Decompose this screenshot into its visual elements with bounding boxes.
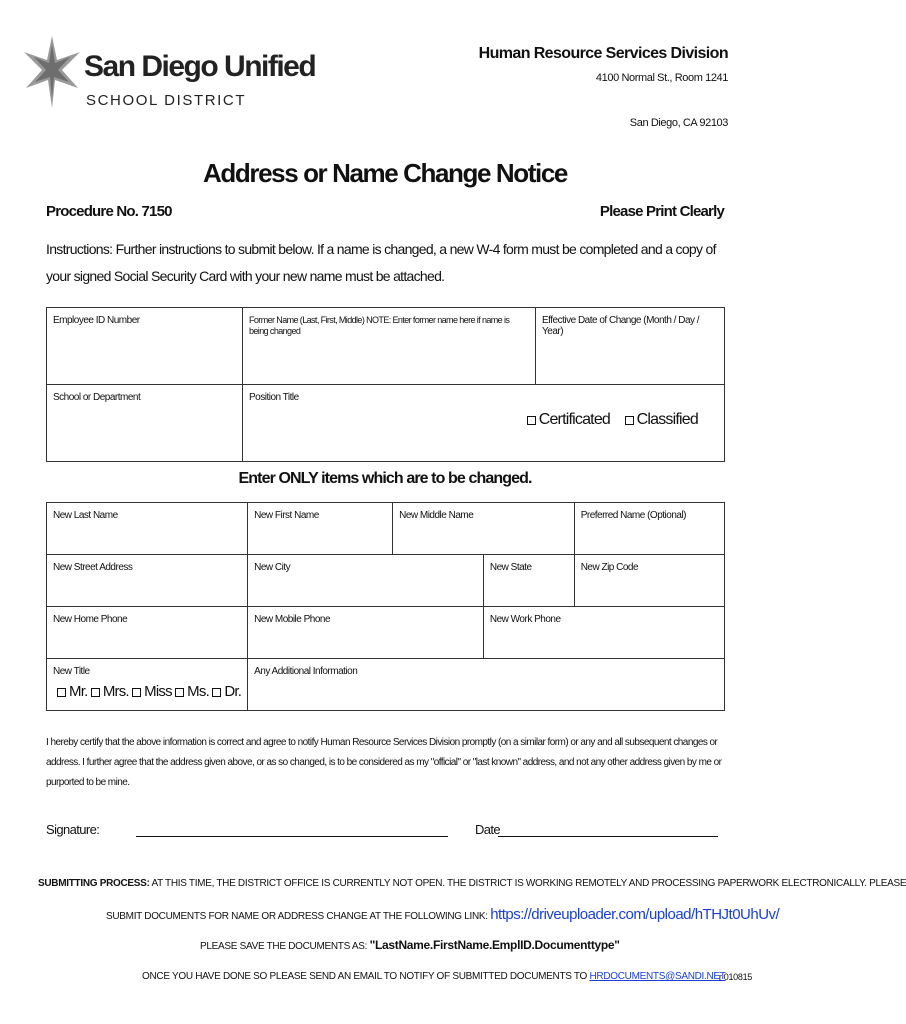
new-state-label: New State [489, 562, 532, 573]
additional-info-label: Any Additional Information [254, 666, 358, 677]
classified-label: Classified [636, 411, 698, 428]
submitting-text-3: PLEASE SAVE THE DOCUMENTS AS: [200, 941, 370, 952]
division-street: 4100 Normal St., Room 1241 [595, 72, 728, 84]
upload-link[interactable]: https://driveuploader.com/upload/hTHJt0UhUv/ [490, 906, 780, 923]
classified-checkbox[interactable] [625, 411, 698, 428]
title-mr-label: Mr. [69, 683, 88, 700]
new-work-phone-label: New Work Phone [489, 614, 561, 625]
employee-info-table [46, 307, 725, 462]
checkbox-icon [527, 416, 536, 425]
new-middle-name-field[interactable] [393, 503, 575, 555]
effective-date-field[interactable] [536, 308, 725, 385]
submitting-line-2 [106, 906, 779, 923]
new-street-field[interactable] [47, 555, 248, 607]
org-name: San Diego Unified [84, 50, 316, 83]
new-home-phone-field[interactable] [47, 607, 248, 659]
new-home-phone-label: New Home Phone [53, 614, 128, 625]
submitting-label: SUBMITTING PROCESS: [38, 878, 150, 889]
effective-date-label: Effective Date of Change (Month / Day / Year) [542, 315, 700, 337]
title-dr-checkbox[interactable] [212, 683, 241, 700]
form-title: Address or Name Change Notice [203, 158, 567, 188]
title-mr-checkbox[interactable] [57, 683, 87, 700]
new-first-name-label: New First Name [254, 510, 319, 521]
division-city: San Diego, CA 92103 [629, 117, 728, 129]
new-mobile-phone-label: New Mobile Phone [254, 614, 331, 625]
submitting-line-4 [142, 971, 726, 982]
new-middle-name-label: New Middle Name [399, 510, 474, 521]
certificated-checkbox[interactable] [527, 411, 610, 428]
checkbox-icon [175, 688, 184, 697]
new-city-field[interactable] [248, 555, 484, 607]
division-name: Human Resource Services Division [478, 45, 728, 62]
title-mrs-label: Mrs. [102, 683, 129, 700]
submitting-text-1: AT THIS TIME, THE DISTRICT OFFICE IS CURRENTLY NOT OPEN. THE DISTRICT IS WORKING REMOTELY AND PROCESSING PAPERWORK ELECTRONICALLY. PLEASE [149, 878, 906, 889]
checkbox-icon [132, 688, 141, 697]
certificated-label: Certificated [538, 411, 611, 428]
submitting-line-3 [200, 938, 620, 952]
date-label: Date [475, 822, 501, 837]
org-subtitle: SCHOOL DISTRICT [86, 92, 247, 109]
preferred-name-label: Preferred Name (Optional) [580, 510, 687, 521]
title-mrs-checkbox[interactable] [91, 683, 129, 700]
signature-label: Signature: [46, 822, 100, 837]
checkbox-icon [91, 688, 100, 697]
new-zip-label: New Zip Code [580, 562, 639, 573]
title-ms-checkbox[interactable] [175, 683, 209, 700]
former-name-label: Former Name (Last, First, Middle) NOTE: Enter former name here if name is being changed [249, 315, 510, 336]
new-first-name-field[interactable] [248, 503, 393, 555]
title-miss-checkbox[interactable] [132, 683, 172, 700]
new-title-label: New Title [53, 666, 90, 677]
signature-line[interactable] [136, 836, 448, 837]
revision-code: r 010815 [718, 972, 752, 982]
enter-only-heading: Enter ONLY items which are to be changed. [238, 470, 532, 487]
submitting-text-2: SUBMIT DOCUMENTS FOR NAME OR ADDRESS CHANGE AT THE FOLLOWING LINK: [106, 911, 491, 922]
new-title-field [47, 659, 248, 711]
employee-id-label: Employee ID Number [53, 315, 140, 326]
print-clearly-note: Please Print Clearly [599, 203, 724, 220]
school-department-field[interactable] [47, 385, 243, 462]
new-last-name-field[interactable] [47, 503, 248, 555]
district-star-logo [24, 36, 80, 108]
title-miss-label: Miss [144, 683, 172, 700]
additional-info-field[interactable] [248, 659, 725, 711]
procedure-number: Procedure No. 7150 [46, 203, 172, 220]
former-name-field[interactable] [243, 308, 536, 385]
hr-email-link[interactable]: HRDOCUMENTS@SANDI.NET [589, 971, 726, 982]
new-zip-field[interactable] [574, 555, 724, 607]
date-line[interactable] [498, 836, 718, 837]
instructions: Instructions: Further instructions to submit below. If a name is changed, a new W-4 form must be completed and a copy of your signed Social Security Card with your new name must be attached. [46, 241, 716, 284]
new-street-label: New Street Address [53, 562, 133, 573]
position-title-label: Position Title [249, 392, 299, 403]
employee-id-field[interactable] [47, 308, 243, 385]
certification-statement: I hereby certify that the above information is correct and agree to notify Human Resource Services Division promptly (on a similar form) or any and all subsequent changes or address. I further agree that the address given above, or as so changed, is to be considered as my "official" or "last known" address, and not any other address given by me or purported to be mine. [46, 737, 722, 788]
title-ms-label: Ms. [187, 683, 209, 700]
preferred-name-field[interactable] [574, 503, 724, 555]
changes-table [46, 502, 725, 711]
checkbox-icon [625, 416, 634, 425]
new-mobile-phone-field[interactable] [248, 607, 484, 659]
submitting-text-4: ONCE YOU HAVE DONE SO PLEASE SEND AN EMAIL TO NOTIFY OF SUBMITTED DOCUMENTS TO [142, 971, 590, 982]
position-title-field[interactable] [243, 385, 725, 462]
checkbox-icon [212, 688, 221, 697]
school-department-label: School or Department [53, 392, 141, 403]
new-work-phone-field[interactable] [483, 607, 724, 659]
new-state-field[interactable] [483, 555, 574, 607]
new-last-name-label: New Last Name [53, 510, 118, 521]
submitting-line-1 [38, 878, 906, 889]
checkbox-icon [57, 688, 66, 697]
new-city-label: New City [254, 562, 291, 573]
title-dr-label: Dr. [224, 683, 242, 700]
file-name-format: "LastName.FirstName.EmplID.Documenttype" [369, 938, 620, 952]
